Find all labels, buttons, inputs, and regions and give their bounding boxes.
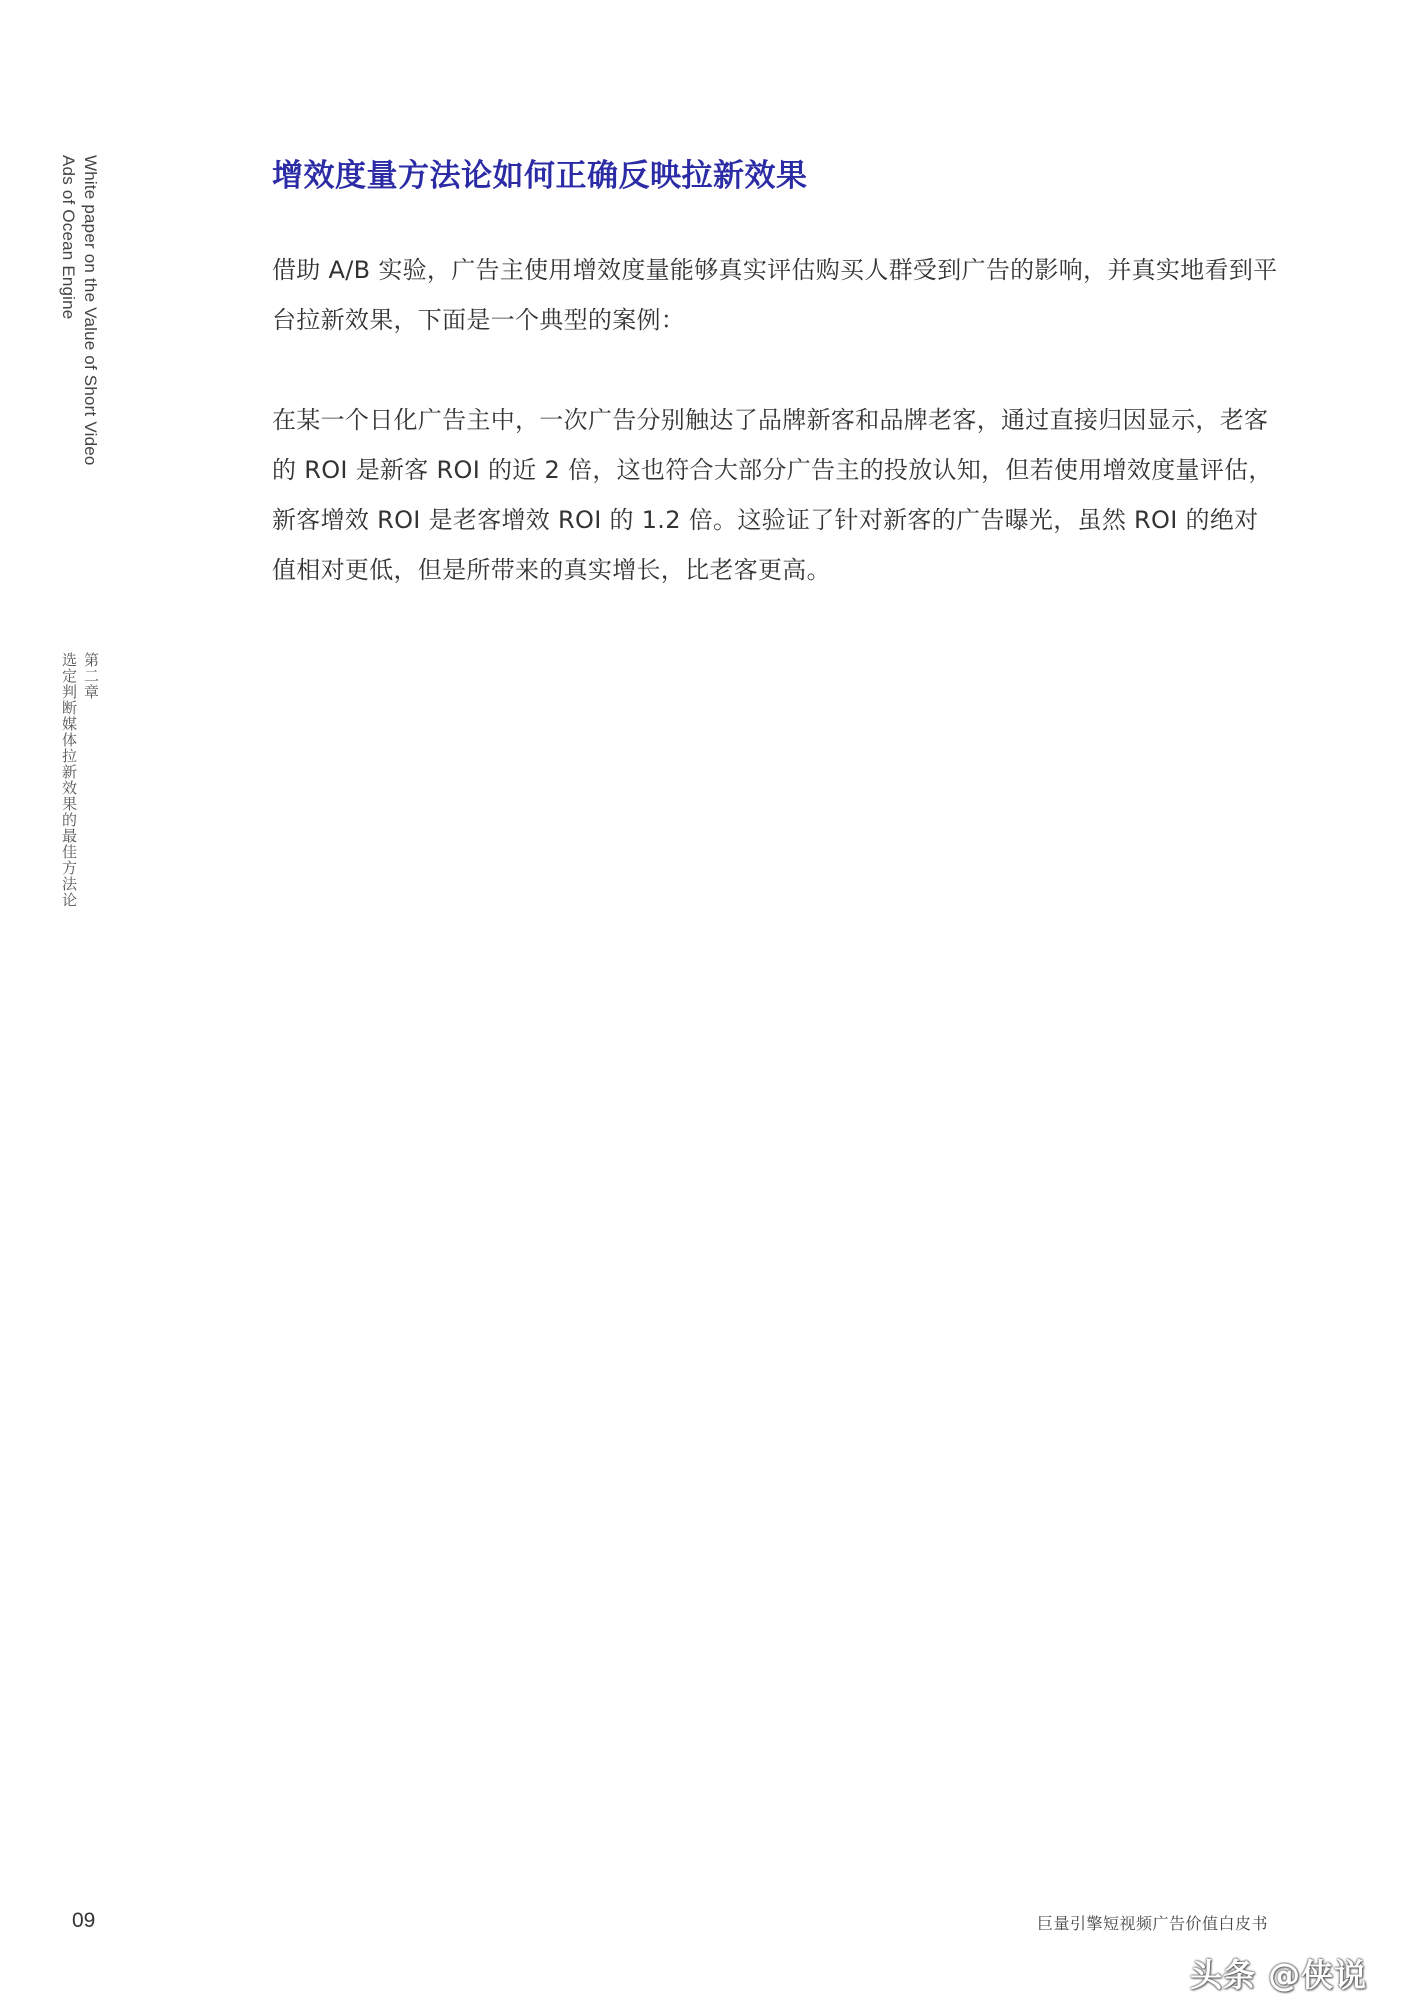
sidebar-chapter-title: 选定判断媒体拉新效果的最佳方法论: [60, 652, 78, 908]
body-paragraph: 借助 A/B 实验，广告主使用增效度量能够真实评估购买人群受到广告的影响，并真实地看到平台拉新效果，下面是一个典型的案例：: [272, 256, 1278, 334]
sidebar-english-line2: Ads of Ocean Engine: [59, 155, 78, 320]
sidebar-english-title: [57, 155, 101, 466]
page-title: 增效度量方法论如何正确反映拉新效果: [272, 158, 808, 194]
body-paragraph: 在某一个日化广告主中，一次广告分别触达了品牌新客和品牌老客，通过直接归因显示，老客的 ROI 是新客 ROI 的近 2 倍，这也符合大部分广告主的投放认知，但若使用增效度量评估，新客增效 ROI 是老客增效 ROI 的 1.2 倍。这验证了针对新客的广告曝光，虽然 ROI 的绝对值相对更低，但是所带来的真实增长，比老客更高。: [272, 406, 1273, 584]
sidebar-chapter: [58, 652, 102, 908]
sidebar-english-line1: White paper on the Value of Short Video: [81, 155, 100, 466]
sidebar-chapter-label: 第二章: [82, 652, 100, 700]
page-number: 09: [72, 1909, 96, 1932]
footer-book-title: 巨量引擎短视频广告价值白皮书: [1037, 1914, 1269, 1933]
watermark: 头条 @侠说: [1190, 1956, 1368, 1994]
